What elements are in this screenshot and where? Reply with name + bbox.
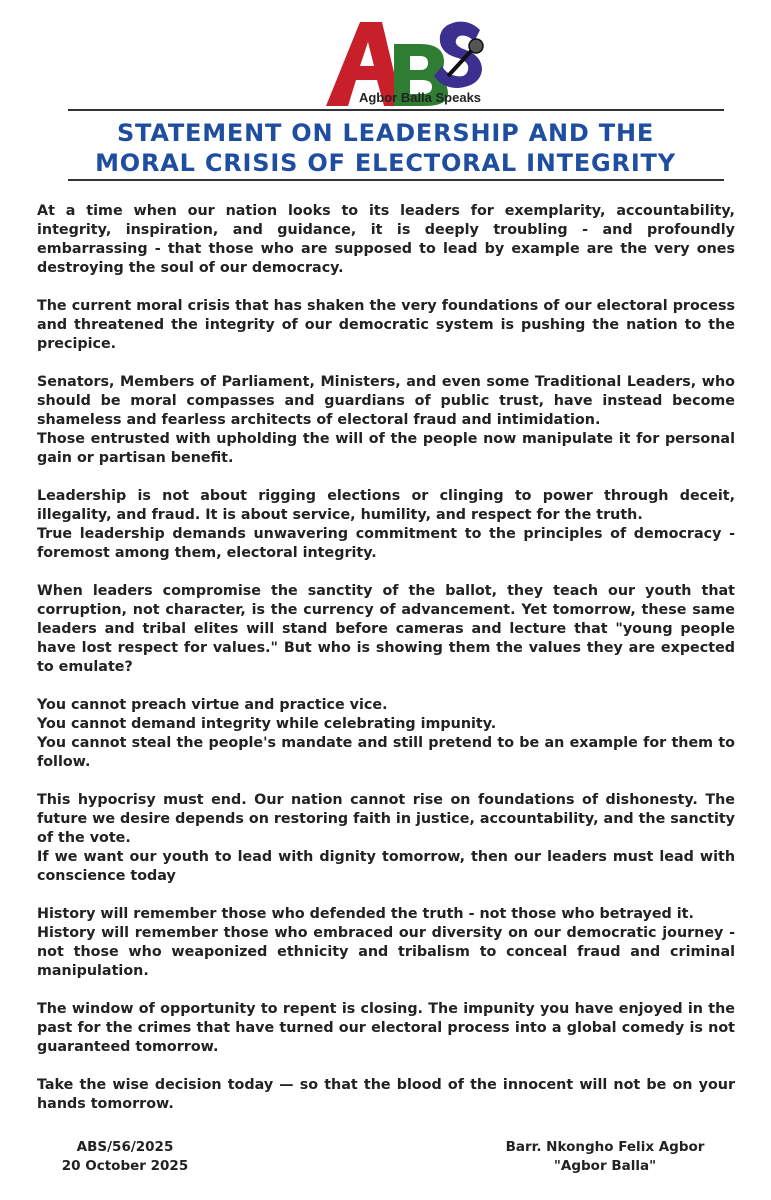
paragraph-line: You cannot preach virtue and practice vice. [37, 697, 388, 713]
paragraph-1 [37, 202, 735, 278]
page-title-line-2: MORAL CRISIS OF ELECTORAL INTEGRITY [95, 149, 676, 177]
paragraph-line: If we want our youth to lead with dignity tomorrow, then our leaders must lead with conscience today [37, 849, 735, 884]
paragraph-7 [37, 791, 735, 886]
paragraph-6 [37, 696, 735, 772]
paragraph-line: Take the wise decision today — so that the blood of the innocent will not be on your hands tomorrow. [37, 1077, 735, 1112]
paragraph-2 [37, 297, 735, 354]
paragraph-line: History will remember those who embraced our diversity on our democratic journey - not those who weaponized ethnicity and tribalism to conceal fraud and criminal manipulation. [37, 925, 735, 979]
paragraph-line: You cannot steal the people's mandate and still pretend to be an example for them to follow. [37, 735, 735, 770]
paragraph-10 [37, 1076, 735, 1114]
signatory-block [470, 1138, 740, 1176]
paragraph-9 [37, 1000, 735, 1057]
signatory-name: Barr. Nkongho Felix Agbor [505, 1139, 705, 1155]
abs-logo [320, 14, 490, 108]
paragraph-line: Those entrusted with upholding the will of the people now manipulate it for personal gain or partisan benefit. [37, 431, 735, 466]
paragraph-line: Senators, Members of Parliament, Ministers, and even some Traditional Leaders, who should be moral compasses and guardians of public trust, have instead become shameless and fearless architects of electoral fraud and intimidation. [37, 374, 735, 428]
paragraph-3 [37, 373, 735, 468]
signatory-alias: "Agbor Balla" [553, 1158, 657, 1174]
paragraph-line: The current moral crisis that has shaken the very foundations of our electoral process and threatened the integrity of our democratic system is pushing the nation to the precipice. [37, 298, 735, 352]
paragraph-line: History will remember those who defended the truth - not those who betrayed it. [37, 906, 694, 922]
paragraph-4 [37, 487, 735, 563]
logo-tagline: Agbor Balla Speaks [358, 90, 482, 105]
paragraph-line: This hypocrisy must end. Our nation cannot rise on foundations of dishonesty. The future we desire depends on restoring faith in justice, accountability, and the sanctity of the vote. [37, 792, 735, 846]
paragraph-line: Leadership is not about rigging elections or clinging to power through deceit, illegality, and fraud. It is about service, humility, and respect for the truth. [37, 488, 735, 523]
paragraph-line: True leadership demands unwavering commitment to the principles of democracy - foremost among them, electoral integrity. [37, 526, 735, 561]
document-reference-block [50, 1138, 200, 1176]
statement-date: 20 October 2025 [61, 1158, 189, 1174]
paragraph-8 [37, 905, 735, 981]
reference-number: ABS/56/2025 [76, 1139, 174, 1155]
header-top-rule [68, 109, 724, 111]
paragraph-line: The window of opportunity to repent is closing. The impunity you have enjoyed in the past for the crimes that have turned our electoral process into a global comedy is not guaranteed tomorrow. [37, 1001, 735, 1055]
paragraph-line: At a time when our nation looks to its leaders for exemplarity, accountability, integrity, inspiration, and guidance, it is deeply troubling - and profoundly embarrassing - that those who are supposed to lead by example are the very ones destroying the soul of our democracy. [37, 203, 735, 276]
page-title-line-1: STATEMENT ON LEADERSHIP AND THE [116, 119, 655, 147]
header-bottom-rule [68, 179, 724, 181]
paragraph-line: You cannot demand integrity while celebrating impunity. [37, 716, 497, 732]
statement-body [37, 202, 735, 1133]
paragraph-5 [37, 582, 735, 677]
paragraph-line: When leaders compromise the sanctity of the ballot, they teach our youth that corruption, not character, is the currency of advancement. Yet tomorrow, these same leaders and tribal elites will stand before cameras and lecture that "young people have lost respect for values." But who is showing them the values they are expected to emulate? [37, 583, 735, 675]
